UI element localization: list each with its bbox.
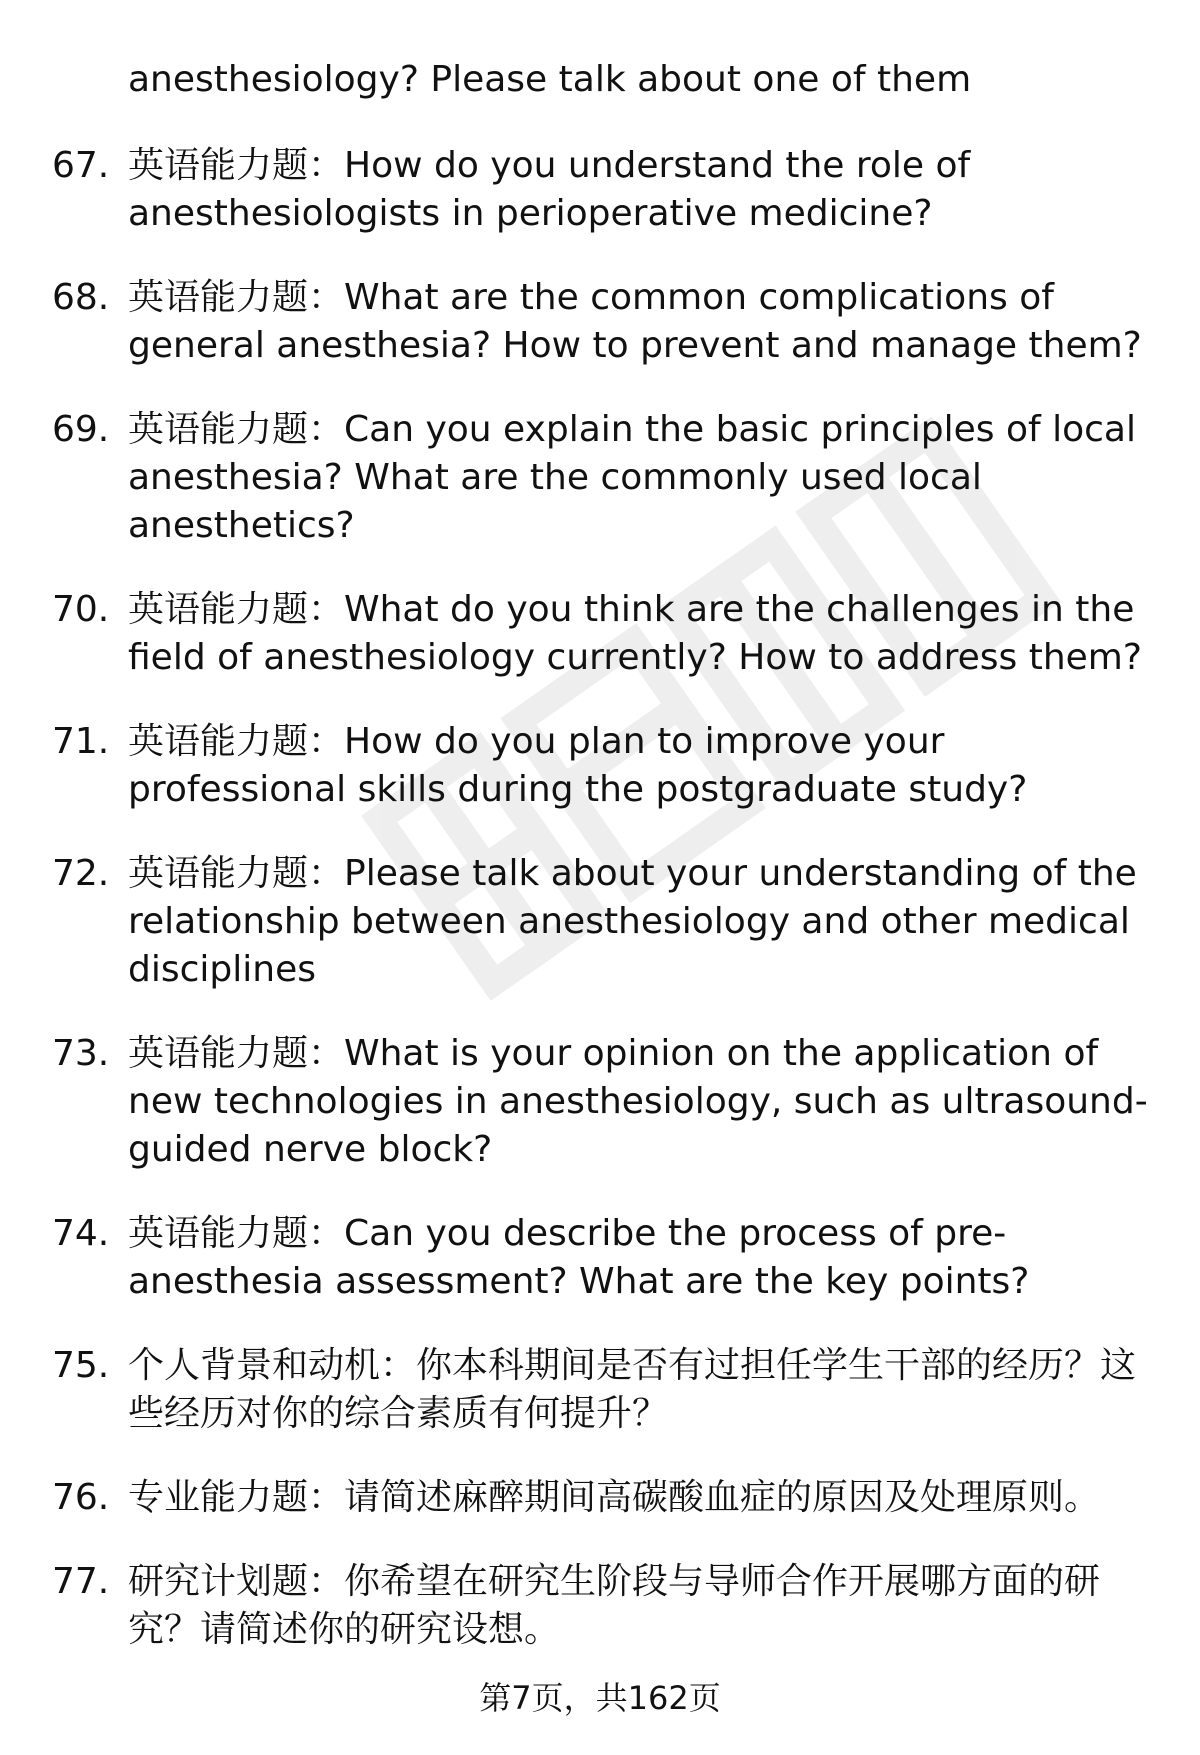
question-number: 74. [52,1213,110,1254]
question-text: 英语能力题：How do you understand the role of anesthesiologists in perioperative medicine? [128,145,971,234]
question-number: 71. [52,721,110,762]
question-text: 英语能力题：What are the common complications of general anesthesia? How to prevent and manage them? [128,277,1142,366]
question-number: 70. [52,589,110,630]
question-number: 76. [52,1477,110,1518]
question-number: 73. [52,1033,110,1074]
question-number: 69. [52,409,110,450]
question-text: 英语能力题：How do you plan to improve your professional skills during the postgraduate study? [128,721,1028,810]
question-text: 英语能力题：Can you explain the basic principles of local anesthesia? What are the commonly used local anesthetics? [128,409,1136,546]
question-text: 英语能力题：What do you think are the challenges in the field of anesthesiology currently? How to address them? [128,589,1142,678]
question-number: 68. [52,277,110,318]
question-number: 75. [52,1345,110,1386]
question-number: 77. [52,1561,110,1602]
question-text: 英语能力题：Please talk about your understanding of the relationship between anesthesiology and other medical disciplines [128,853,1137,990]
question-text: 个人背景和动机：你本科期间是否有过担任学生干部的经历？这些经历对你的综合素质有何提升？ [128,1345,1137,1434]
question-text: 研究计划题：你希望在研究生阶段与导师合作开展哪方面的研究？请简述你的研究设想。 [128,1561,1101,1650]
question-text: 英语能力题：What is your opinion on the application of new technologies in anesthesiology, such as ultrasound-guided nerve block? [128,1033,1148,1170]
question-number: 72. [52,853,110,894]
question-text: 专业能力题：请简述麻醉期间高碳酸血症的原因及处理原则。 [128,1477,1101,1518]
page-footer: 第7页，共162页 [479,1679,721,1717]
continuation-text: anesthesiology? Please talk about one of them [128,59,972,100]
question-text: 英语能力题：Can you describe the process of pre-anesthesia assessment? What are the key points? [128,1213,1030,1302]
question-number: 67. [52,145,110,186]
